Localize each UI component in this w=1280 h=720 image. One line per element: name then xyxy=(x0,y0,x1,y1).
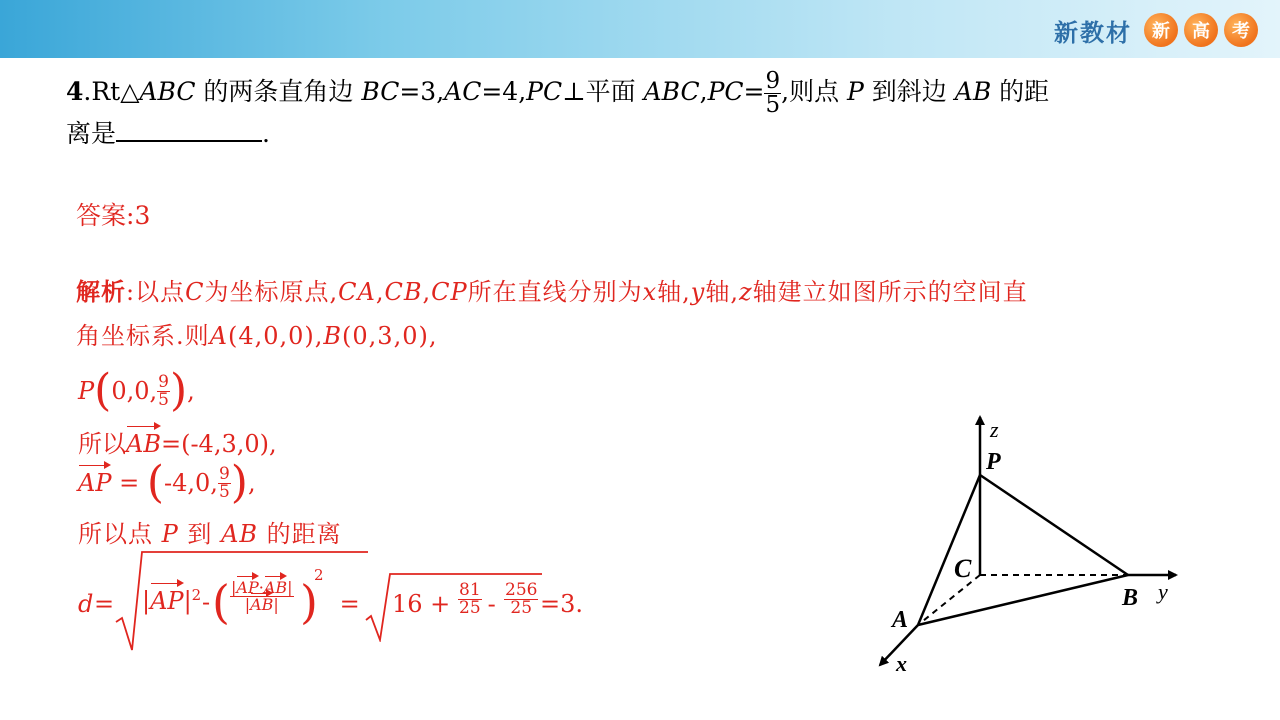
answer-value: 3 xyxy=(134,201,151,230)
analysis-label: 解析 xyxy=(76,277,126,306)
label-b: B xyxy=(1122,585,1139,611)
result: =3. xyxy=(540,590,584,618)
label-z: z xyxy=(990,417,999,442)
fraction-p-z: $\frac{9}{5}$ xyxy=(158,371,169,410)
fraction-9-5: $\frac{9}{5}$ xyxy=(765,68,781,118)
edge-pa xyxy=(918,475,980,625)
brand-badge-3: 考 xyxy=(1224,13,1258,47)
answer-line xyxy=(76,196,150,232)
question-number: 4 xyxy=(66,77,84,106)
vector-ap-abs: AP xyxy=(150,587,184,615)
top-banner xyxy=(0,0,1280,58)
vector-ap: AP xyxy=(78,469,112,497)
answer-blank xyxy=(116,116,262,142)
dot-product-fraction: $\frac{|AP\cdot AB|}{|AB|}$ xyxy=(231,578,293,614)
fraction-81-25: $\frac{81}{25}$ xyxy=(459,580,481,618)
brand-logo xyxy=(1054,10,1258,50)
label-a: A xyxy=(892,607,909,633)
brand-title: 新教材 xyxy=(1054,18,1132,47)
vector-ab: AB xyxy=(126,430,161,458)
distance-intro-line: 所以点 P 到 AB 的距离 xyxy=(78,520,342,548)
vector-ab-line: 所以AB=(-4,3,0), xyxy=(78,430,277,458)
brand-badge-2: 高 xyxy=(1184,13,1218,47)
vector-ap-line: AP = ( -4,0, $\frac{9}{5}$ ) , xyxy=(78,457,256,508)
label-y: y xyxy=(1158,579,1168,604)
analysis-line-1: 解析:以点C为坐标原点,CA,CB,CP所在直线分别为x轴,y轴,z轴建立如图所示的空间直 xyxy=(76,277,1028,306)
point-p-coords: P ( 0,0, $\frac{9}{5}$ ) , xyxy=(78,365,195,416)
answer-label: 答案: xyxy=(76,201,135,230)
coordinate-figure xyxy=(860,405,1200,685)
label-x: x xyxy=(896,651,907,676)
edge-pb xyxy=(980,475,1128,575)
label-p: P xyxy=(986,449,1001,475)
distance-formula: d = $|AP|^2$ - ( $\frac{|AP\cdot AB|}{|AB|}$ ) 2 = 16 + $\frac{81}{25}$ - $\frac{256}{25}$ =3. xyxy=(78,550,598,654)
label-c: C xyxy=(954,554,972,583)
question-line-2: 离是 . xyxy=(66,116,270,150)
brand-badge-1: 新 xyxy=(1144,13,1178,47)
question-line-1: 4.Rt△ABC 的两条直角边 BC=3,AC=4,PC⊥平面 ABC,PC= $\frac{9}{5}$ ,则点 P 到斜边 AB 的距 xyxy=(66,68,1050,118)
fraction-ap-z: $\frac{9}{5}$ xyxy=(218,463,230,502)
analysis-line-2: 角坐标系.则A(4,0,0),B(0,3,0), xyxy=(76,322,438,350)
fraction-256-25: $\frac{256}{25}$ xyxy=(505,580,538,618)
edge-ab xyxy=(918,575,1128,625)
